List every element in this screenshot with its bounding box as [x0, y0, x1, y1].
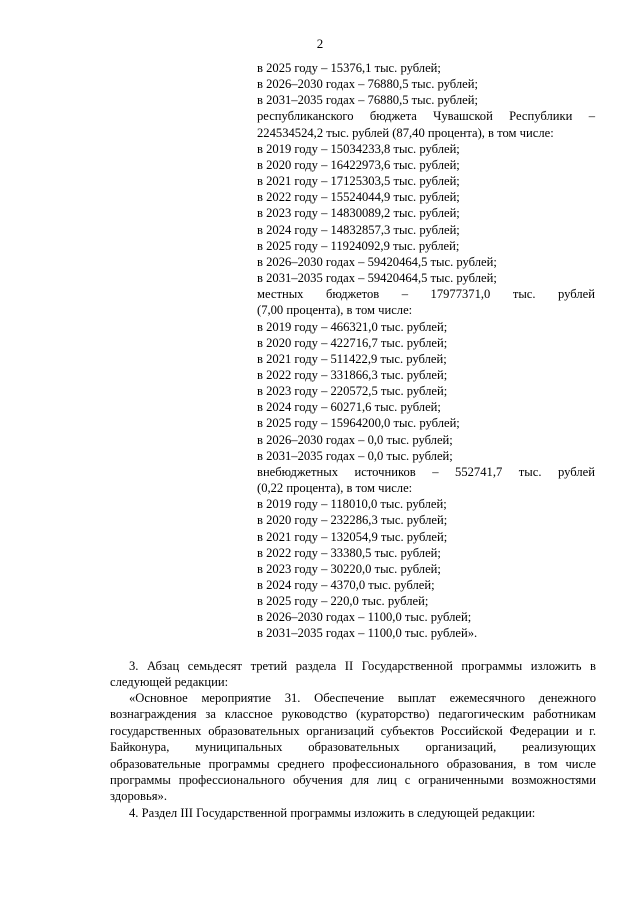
funding-line: в 2024 году – 4370,0 тыс. рублей; [257, 578, 435, 592]
funding-line: в 2019 году – 118010,0 тыс. рублей; [257, 497, 447, 512]
funding-line: в 2023 году – 220572,5 тыс. рублей; [257, 384, 448, 399]
funding-line: в 2031–2035 годах – 1100,0 тыс. рублей». [257, 626, 478, 641]
paragraph-3-quote: «Основное мероприятие 31. Обеспечение выплат ежемесячного денежного вознаграждения за классное руководство (кураторство) педагогическим работникам государственных образовательных организаций субъектов Российской Федерации и г. Байконура, муниципальных образовательных организаций, реализующих образовательные программы среднего профессионального образования, в том числе программы профессионального обучения для лиц с ограниченными возможностями здоровья». [110, 691, 596, 804]
funding-line: в 2019 году – 15034233,8 тыс. рублей; [257, 141, 460, 156]
funding-line: 224534524,2 тыс. рублей (87,40 процента), в том числе: [257, 125, 554, 140]
funding-line: в 2020 году – 232286,3 тыс. рублей; [257, 513, 448, 528]
funding-line: в 2031–2035 годах – 59420464,5 тыс. рублей; [257, 271, 497, 286]
funding-line: в 2022 году – 15524044,9 тыс. рублей; [257, 190, 460, 205]
funding-line: в 2026–2030 годах – 0,0 тыс. рублей; [257, 432, 453, 447]
funding-line: в 2021 году – 132054,9 тыс. рублей; [257, 529, 448, 544]
funding-line: в 2025 году – 220,0 тыс. рублей; [257, 594, 429, 609]
funding-line: в 2023 году – 14830089,2 тыс. рублей; [257, 206, 460, 221]
funding-line: в 2025 году – 15964200,0 тыс. рублей; [257, 416, 460, 431]
funding-line: в 2023 году – 30220,0 тыс. рублей; [257, 561, 441, 576]
funding-line: местных бюджетов – 17977371,0 тыс. рублей [257, 287, 595, 302]
funding-breakdown-column [257, 60, 595, 642]
funding-line: в 2021 году – 511422,9 тыс. рублей; [257, 351, 447, 366]
funding-line: в 2021 году – 17125303,5 тыс. рублей; [257, 174, 460, 189]
funding-line: в 2025 году – 15376,1 тыс. рублей; [257, 61, 441, 75]
funding-line: в 2024 году – 14832857,3 тыс. рублей; [257, 222, 460, 237]
funding-line: в 2022 году – 331866,3 тыс. рублей; [257, 367, 448, 382]
funding-line: (0,22 процента), в том числе: [257, 481, 413, 496]
funding-line: в 2031–2035 годах – 0,0 тыс. рублей; [257, 448, 453, 463]
funding-line: в 2026–2030 годах – 59420464,5 тыс. рублей; [257, 254, 497, 269]
funding-line: в 2025 году – 11924092,9 тыс. рублей; [257, 238, 460, 253]
funding-line: в 2026–2030 годах – 76880,5 тыс. рублей; [257, 77, 478, 92]
funding-line: в 2020 году – 422716,7 тыс. рублей; [257, 335, 448, 350]
funding-line: в 2022 году – 33380,5 тыс. рублей; [257, 545, 441, 560]
paragraph-4: 4. Раздел III Государственной программы изложить в следующей редакции: [129, 806, 536, 820]
funding-line: (7,00 процента), в том числе: [257, 303, 413, 318]
page-number: 2 [316, 36, 324, 51]
funding-line: в 2019 году – 466321,0 тыс. рублей; [257, 319, 448, 334]
paragraph-3: 3. Абзац семьдесят третий раздела II Государственной программы изложить в следующей редакции: [110, 659, 596, 690]
funding-line: в 2024 году – 60271,6 тыс. рублей; [257, 400, 441, 415]
funding-line: в 2031–2035 годах – 76880,5 тыс. рублей; [257, 93, 478, 108]
funding-line: республиканского бюджета Чувашской Республики – [257, 109, 595, 124]
funding-line: в 2020 году – 16422973,6 тыс. рублей; [257, 157, 460, 172]
funding-line: в 2026–2030 годах – 1100,0 тыс. рублей; [257, 610, 472, 625]
funding-line: внебюджетных источников – 552741,7 тыс. рублей [257, 464, 595, 479]
